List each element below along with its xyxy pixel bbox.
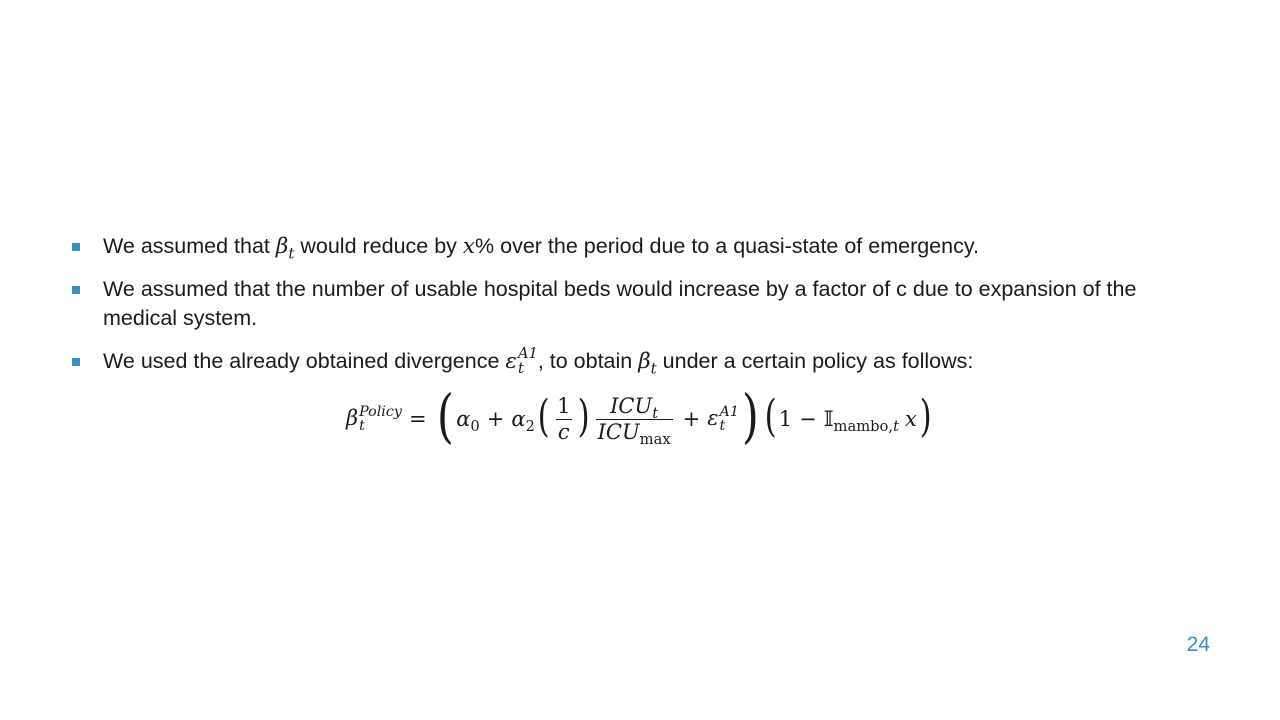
eq-indicator: 𝕀$_{mambo,t}$ xyxy=(823,407,899,436)
bullet-text: We assumed that xyxy=(103,234,276,258)
bullet-item-divergence xyxy=(72,347,1212,377)
bullet-list xyxy=(72,232,1212,391)
bullet-text: We used the already obtained divergence xyxy=(103,349,506,373)
bullet-square-icon xyxy=(72,358,80,366)
bullet-text: , to obtain xyxy=(537,349,639,373)
bullet-text: We assumed that the number of usable hospital beds would increase by a factor of c due to expansion of the medical system. xyxy=(103,277,1137,330)
eq-frac-1-over-c: $\frac{1}{c}$ xyxy=(557,394,571,444)
math-beta: $\beta_t$ xyxy=(275,234,295,263)
bullet-text: under a certain policy as follows: xyxy=(656,349,974,373)
eq-beta-policy: β Policy t xyxy=(346,403,402,434)
bullet-item-hospital-beds xyxy=(72,275,1212,333)
page-number: 24 xyxy=(1186,633,1210,656)
eq-frac-icu: $\frac{ICU_t}{ICU_{max}}$ xyxy=(597,394,671,448)
math-epsilon: ε A1 t xyxy=(505,345,538,377)
bullet-square-icon xyxy=(72,243,80,251)
math-beta: $\beta_t$ xyxy=(638,349,657,378)
bullet-text: % over the period due to a quasi-state of emergency. xyxy=(475,234,979,258)
policy-equation: β Policy t = ( $\alpha_0$ + $\alpha_2$ ( $\frac{1}{c}$ ) $\frac{ICU_t}{ICU_{max}}$ + ε A1 t ) ( 1 − 𝕀$_{mambo,t}$ x ) xyxy=(346,382,932,450)
bullet-item-beta-reduction xyxy=(72,232,1212,261)
eq-alpha0: $\alpha_0$ xyxy=(456,407,480,436)
bullet-square-icon xyxy=(72,286,80,294)
bullet-text: would reduce by xyxy=(294,234,463,258)
eq-alpha2: $\alpha_2$ xyxy=(511,407,535,436)
math-x: x xyxy=(462,234,476,259)
eq-epsilon: ε A1 t xyxy=(707,403,739,434)
